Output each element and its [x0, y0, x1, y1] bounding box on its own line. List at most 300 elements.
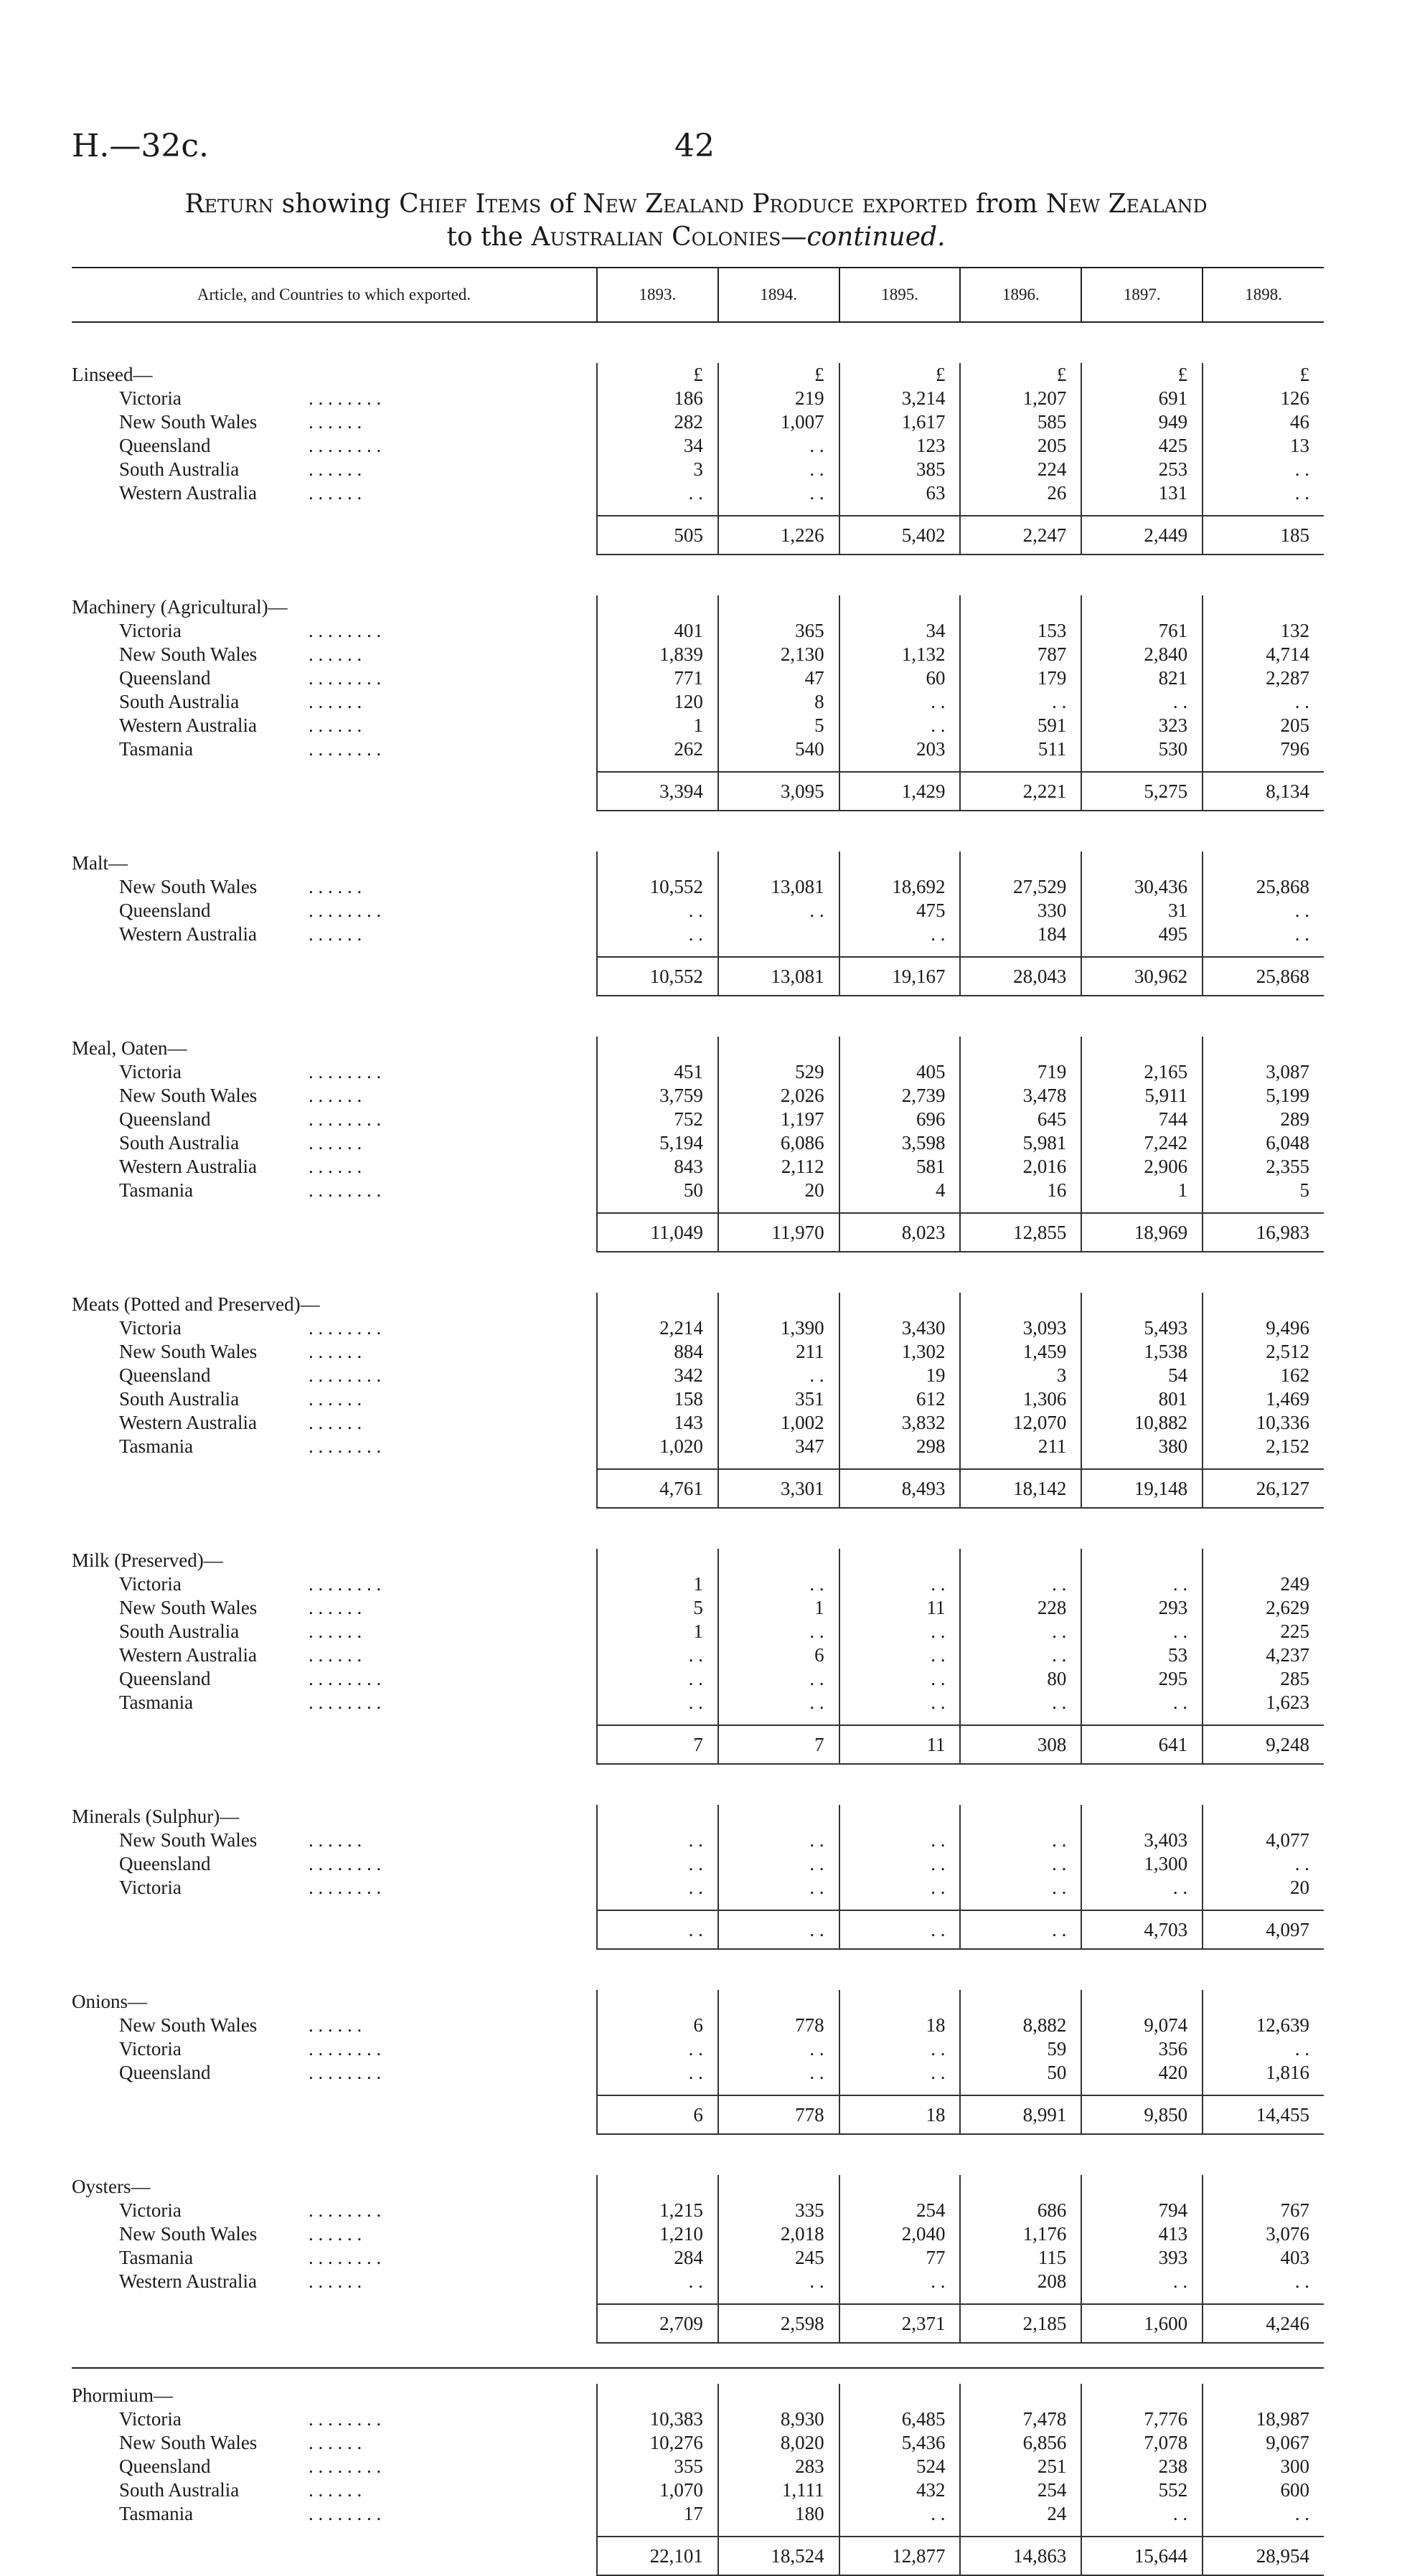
pre-total-gap [72, 2526, 1324, 2537]
value-cell: . . [960, 1643, 1081, 1667]
gap-cell [839, 2526, 961, 2537]
value-cell: 5,981 [960, 1131, 1081, 1155]
country-name: South Australia [119, 2479, 240, 2501]
value-cell: 13,081 [718, 875, 839, 899]
spacer-cell [960, 1764, 1081, 1805]
empty-cell [839, 1549, 961, 1572]
gap-cell [72, 2085, 597, 2095]
group-spacer [72, 2343, 1324, 2384]
footer-rule [72, 2367, 1324, 2369]
total-value: 7 [597, 1725, 718, 1764]
value-cell: 696 [839, 1108, 961, 1131]
table-row [72, 434, 1324, 458]
pre-total-gap [72, 1458, 1324, 1469]
spacer-cell [1081, 1949, 1203, 1990]
spacer-cell [1203, 2343, 1324, 2384]
spacer-cell [718, 996, 839, 1037]
country-cell [72, 2037, 597, 2061]
value-cell: 752 [597, 1108, 718, 1131]
gap-cell [718, 1714, 839, 1725]
gap-cell [718, 1900, 839, 1910]
currency-symbol: £ [960, 363, 1081, 387]
country-name: Queensland [119, 2455, 211, 2477]
table-row [72, 1411, 1324, 1435]
title-produce: New Zealand Produce exported [583, 189, 968, 219]
empty-cell [1081, 2175, 1203, 2199]
value-cell: 20 [1203, 1876, 1324, 1900]
value-cell: 12,639 [1203, 2014, 1324, 2037]
value-cell: 298 [839, 1435, 961, 1458]
gap-cell [597, 1714, 718, 1725]
spacer-cell [72, 2343, 597, 2384]
total-value: 14,455 [1203, 2095, 1324, 2134]
table-row [72, 1131, 1324, 1155]
leader-dots: . . . . . . . . [309, 1108, 382, 1130]
value-cell: 552 [1081, 2478, 1203, 2502]
value-cell: 645 [960, 1108, 1081, 1131]
spacer-cell [72, 555, 597, 595]
gap-cell [1203, 2293, 1324, 2304]
value-cell: 300 [1203, 2455, 1324, 2478]
country-name: New South Wales [119, 1597, 258, 1618]
value-cell: 3,832 [839, 1411, 961, 1435]
pre-total-gap [72, 1714, 1324, 1725]
empty-cell [1203, 2175, 1324, 2199]
total-label [72, 772, 597, 811]
value-cell: 219 [718, 387, 839, 410]
empty-cell [839, 851, 961, 875]
spacer-cell [1203, 1252, 1324, 1293]
total-label [72, 2095, 597, 2134]
gap-cell [1081, 2085, 1203, 2095]
value-cell: 143 [597, 1411, 718, 1435]
table-title [65, 188, 1327, 254]
country-cell [72, 1572, 597, 1596]
value-cell: . . [597, 1876, 718, 1900]
group-spacer [72, 811, 1324, 851]
table-row [72, 1316, 1324, 1340]
value-cell: 2,018 [718, 2222, 839, 2246]
group-row [72, 2384, 1324, 2407]
value-cell: . . [1081, 1572, 1203, 1596]
total-value: 308 [960, 1725, 1081, 1764]
value-cell: . . [1081, 2270, 1203, 2293]
gap-cell [718, 946, 839, 957]
total-row [72, 1725, 1324, 1764]
group-name: Minerals (Sulphur)— [72, 1806, 240, 1827]
empty-cell [839, 1990, 961, 2014]
value-cell: 1,390 [718, 1316, 839, 1340]
country-name: Victoria [119, 1061, 182, 1082]
total-value: 3,301 [718, 1469, 839, 1508]
value-cell: 179 [960, 666, 1081, 690]
country-cell [72, 1155, 597, 1179]
value-cell: 184 [960, 923, 1081, 946]
value-cell: 12,070 [960, 1411, 1081, 1435]
country-name: Victoria [119, 1573, 182, 1595]
country-cell [72, 481, 597, 505]
value-cell: . . [597, 923, 718, 946]
value-cell: 5,493 [1081, 1316, 1203, 1340]
total-label [72, 1910, 597, 1949]
value-cell: 4 [839, 1179, 961, 1202]
group-spacer [72, 2134, 1324, 2175]
group-row [72, 1805, 1324, 1829]
empty-cell [960, 1549, 1081, 1572]
country-cell [72, 1108, 597, 1131]
value-cell: 295 [1081, 1667, 1203, 1691]
spacer-cell [960, 811, 1081, 851]
total-value: . . [597, 1910, 718, 1949]
value-cell: 451 [597, 1060, 718, 1084]
value-cell: . . [718, 1691, 839, 1714]
country-name: Queensland [119, 2062, 211, 2083]
total-value: 25,868 [1203, 957, 1324, 996]
value-cell: 131 [1081, 481, 1203, 505]
value-cell: 1,002 [718, 1411, 839, 1435]
value-cell: . . [960, 1852, 1081, 1876]
gap-cell [718, 2085, 839, 2095]
country-name: Western Australia [119, 714, 258, 736]
table-row [72, 2061, 1324, 2085]
value-cell: 77 [839, 2246, 961, 2270]
value-cell: . . [718, 2270, 839, 2293]
value-cell: 1,302 [839, 1340, 961, 1364]
value-cell: 1,300 [1081, 1852, 1203, 1876]
spacer-cell [839, 322, 961, 363]
empty-cell [1203, 1037, 1324, 1060]
country-cell [72, 2061, 597, 2085]
value-cell: 63 [839, 481, 961, 505]
total-value: 18,142 [960, 1469, 1081, 1508]
value-cell: 2,355 [1203, 1155, 1324, 1179]
gap-cell [1081, 2293, 1203, 2304]
country-cell [72, 1084, 597, 1108]
value-cell: 50 [960, 2061, 1081, 2085]
empty-cell [960, 595, 1081, 619]
pre-total-gap [72, 946, 1324, 957]
title-return: Return [184, 189, 274, 219]
country-name: Queensland [119, 1853, 211, 1874]
empty-cell [1081, 851, 1203, 875]
leader-dots: . . . . . . . . [309, 1853, 382, 1874]
value-cell: 3,087 [1203, 1060, 1324, 1084]
value-cell: 511 [960, 737, 1081, 761]
value-cell: . . [839, 2037, 961, 2061]
value-cell: . . [1203, 1852, 1324, 1876]
spacer-cell [1081, 811, 1203, 851]
year-header: 1893. [597, 268, 718, 322]
gap-cell [960, 1202, 1081, 1213]
leader-dots: . . . . . . . . [309, 900, 382, 921]
value-cell: 3,430 [839, 1316, 961, 1340]
total-value: 2,221 [960, 772, 1081, 811]
value-cell: 335 [718, 2199, 839, 2222]
value-cell: 6 [597, 2014, 718, 2037]
total-value: 9,248 [1203, 1725, 1324, 1764]
value-cell: 1,816 [1203, 2061, 1324, 2085]
value-cell: 744 [1081, 1108, 1203, 1131]
country-name: New South Wales [119, 2223, 258, 2245]
value-cell: . . [1203, 481, 1324, 505]
gap-cell [718, 505, 839, 516]
country-name: South Australia [119, 458, 240, 480]
empty-cell [1203, 1990, 1324, 2014]
gap-cell [1203, 505, 1324, 516]
value-cell [718, 923, 839, 946]
value-cell: 600 [1203, 2478, 1324, 2502]
empty-cell [1203, 851, 1324, 875]
value-cell: . . [597, 2037, 718, 2061]
value-cell: 1,617 [839, 410, 961, 434]
gap-cell [72, 1900, 597, 1910]
spacer-cell [597, 1252, 718, 1293]
spacer-cell [1203, 1508, 1324, 1549]
table-row [72, 1852, 1324, 1876]
value-cell: 1,459 [960, 1340, 1081, 1364]
country-name: Queensland [119, 1108, 211, 1130]
title-to-the: to the [446, 222, 532, 252]
country-cell [72, 2407, 597, 2431]
country-cell [72, 2246, 597, 2270]
pre-total-gap [72, 1202, 1324, 1213]
year-header: 1894. [718, 268, 839, 322]
spacer-cell [718, 1949, 839, 1990]
group-name: Milk (Preserved)— [72, 1549, 223, 1571]
document-reference: H.—32c. [72, 128, 209, 164]
spacer-cell [1203, 555, 1324, 595]
gap-cell [718, 2293, 839, 2304]
group-name: Phormium— [72, 2384, 174, 2406]
leader-dots: . . . . . . [309, 458, 362, 480]
total-value: 2,709 [597, 2304, 718, 2343]
value-cell: 47 [718, 666, 839, 690]
country-cell [72, 1667, 597, 1691]
gap-cell [72, 2293, 597, 2304]
value-cell: . . [839, 1829, 961, 1852]
total-label [72, 957, 597, 996]
spacer-cell [839, 555, 961, 595]
leader-dots: . . . . . . . . [309, 620, 382, 641]
country-name: New South Wales [119, 1341, 258, 1362]
country-name: Victoria [119, 387, 182, 409]
value-cell: 6,485 [839, 2407, 961, 2431]
total-value: 11,049 [597, 1213, 718, 1252]
empty-cell [839, 2384, 961, 2407]
value-cell: 6 [718, 1643, 839, 1667]
empty-cell [718, 1037, 839, 1060]
gap-cell [839, 1202, 961, 1213]
value-cell: 60 [839, 666, 961, 690]
value-cell: 19 [839, 1364, 961, 1387]
table-row [72, 2431, 1324, 2455]
value-cell: 10,882 [1081, 1411, 1203, 1435]
spacer-cell [72, 811, 597, 851]
total-value: 778 [718, 2095, 839, 2134]
value-cell: 796 [1203, 737, 1324, 761]
year-header: 1896. [960, 268, 1081, 322]
country-cell [72, 619, 597, 643]
value-cell: . . [839, 1667, 961, 1691]
group-spacer [72, 1764, 1324, 1805]
value-cell: 6,856 [960, 2431, 1081, 2455]
title-showing: showing [273, 189, 400, 219]
value-cell: . . [839, 690, 961, 714]
total-value: 13,081 [718, 957, 839, 996]
total-value: 18,969 [1081, 1213, 1203, 1252]
table-row [72, 2455, 1324, 2478]
country-name: Tasmania [119, 1179, 194, 1201]
value-cell: 801 [1081, 1387, 1203, 1411]
value-cell: . . [718, 2037, 839, 2061]
gap-cell [718, 1202, 839, 1213]
country-name: Victoria [119, 2038, 182, 2060]
value-cell: 54 [1081, 1364, 1203, 1387]
value-cell: 285 [1203, 1667, 1324, 1691]
total-value: 12,855 [960, 1213, 1081, 1252]
value-cell: 5,911 [1081, 1084, 1203, 1108]
value-cell: 126 [1203, 387, 1324, 410]
country-cell [72, 1852, 597, 1876]
country-name: South Australia [119, 1132, 240, 1153]
group-spacer [72, 555, 1324, 595]
value-cell: 405 [839, 1060, 961, 1084]
country-cell [72, 875, 597, 899]
empty-cell [597, 1037, 718, 1060]
value-cell: 420 [1081, 2061, 1203, 2085]
total-label [72, 1469, 597, 1508]
total-label [72, 2537, 597, 2575]
spacer-cell [960, 1252, 1081, 1293]
total-row [72, 1469, 1324, 1508]
empty-cell [718, 1549, 839, 1572]
value-cell: 123 [839, 434, 961, 458]
value-cell: 2,165 [1081, 1060, 1203, 1084]
table-row [72, 923, 1324, 946]
value-cell: . . [839, 714, 961, 737]
value-cell: 403 [1203, 2246, 1324, 2270]
group-row [72, 851, 1324, 875]
value-cell: 2,629 [1203, 1596, 1324, 1620]
title-from: from [967, 189, 1046, 219]
empty-cell [597, 2384, 718, 2407]
export-table [72, 267, 1324, 2576]
value-cell: 9,496 [1203, 1316, 1324, 1340]
value-cell: 1,132 [839, 643, 961, 666]
value-cell: . . [839, 2061, 961, 2085]
total-value: 9,850 [1081, 2095, 1203, 2134]
gap-cell [839, 1458, 961, 1469]
empty-cell [960, 1990, 1081, 2014]
total-value: 19,148 [1081, 1469, 1203, 1508]
leader-dots: . . . . . . . . [309, 387, 382, 409]
value-cell: 34 [839, 619, 961, 643]
spacer-cell [72, 1508, 597, 1549]
gap-cell [1081, 761, 1203, 772]
empty-cell [718, 595, 839, 619]
total-row [72, 2095, 1324, 2134]
empty-cell [1081, 595, 1203, 619]
value-cell: 4,714 [1203, 643, 1324, 666]
total-value: 2,247 [960, 516, 1081, 555]
value-cell: 211 [960, 1435, 1081, 1458]
empty-cell [597, 2175, 718, 2199]
leader-dots: . . . . . . [309, 2270, 362, 2292]
total-value: 18,524 [718, 2537, 839, 2575]
value-cell: 425 [1081, 434, 1203, 458]
group-spacer [72, 322, 1324, 363]
value-cell: 27,529 [960, 875, 1081, 899]
empty-cell [1203, 2384, 1324, 2407]
value-cell: 432 [839, 2478, 961, 2502]
leader-dots: . . . . . . [309, 691, 362, 712]
country-cell [72, 643, 597, 666]
spacer-cell [718, 1764, 839, 1805]
gap-cell [597, 2085, 718, 2095]
total-value: 4,246 [1203, 2304, 1324, 2343]
empty-cell [839, 1293, 961, 1316]
country-name: Tasmania [119, 2247, 194, 2268]
group-spacer [72, 996, 1324, 1037]
country-cell [72, 1131, 597, 1155]
leader-dots: . . . . . . . . [309, 1573, 382, 1595]
table-row [72, 481, 1324, 505]
value-cell: 393 [1081, 2246, 1203, 2270]
spacer-cell [597, 322, 718, 363]
empty-cell [839, 1805, 961, 1829]
gap-cell [72, 1714, 597, 1725]
empty-cell [597, 595, 718, 619]
spacer-cell [718, 811, 839, 851]
country-name: New South Wales [119, 1085, 258, 1106]
empty-cell [597, 851, 718, 875]
table-row [72, 619, 1324, 643]
leader-dots: . . . . . . . . [309, 1668, 382, 1689]
value-cell: 3,093 [960, 1316, 1081, 1340]
value-cell: . . [1203, 899, 1324, 923]
value-cell: . . [597, 2061, 718, 2085]
pre-total-gap [72, 1900, 1324, 1910]
value-cell: 282 [597, 410, 718, 434]
country-name: Victoria [119, 2199, 182, 2221]
spacer-cell [839, 1508, 961, 1549]
table-row [72, 2270, 1324, 2293]
title-continued: —continued. [781, 222, 946, 252]
country-name: Western Australia [119, 1156, 258, 1177]
value-cell: 401 [597, 619, 718, 643]
table-row [72, 875, 1324, 899]
value-cell: 2,739 [839, 1084, 961, 1108]
spacer-cell [72, 322, 597, 363]
spacer-cell [718, 1252, 839, 1293]
spacer-cell [597, 811, 718, 851]
leader-dots: . . . . . . [309, 2223, 362, 2245]
country-cell [72, 2431, 597, 2455]
empty-cell [960, 851, 1081, 875]
leader-dots: . . . . . . . . [309, 667, 382, 689]
value-cell: 3,403 [1081, 1829, 1203, 1852]
value-cell: . . [1203, 690, 1324, 714]
gap-cell [960, 2085, 1081, 2095]
leader-dots: . . . . . . . . [309, 435, 382, 456]
value-cell: 211 [718, 1340, 839, 1364]
total-value: 16,983 [1203, 1213, 1324, 1252]
total-value: 19,167 [839, 957, 961, 996]
value-cell: 10,552 [597, 875, 718, 899]
gap-cell [960, 505, 1081, 516]
gap-cell [960, 1900, 1081, 1910]
value-cell: . . [839, 1691, 961, 1714]
